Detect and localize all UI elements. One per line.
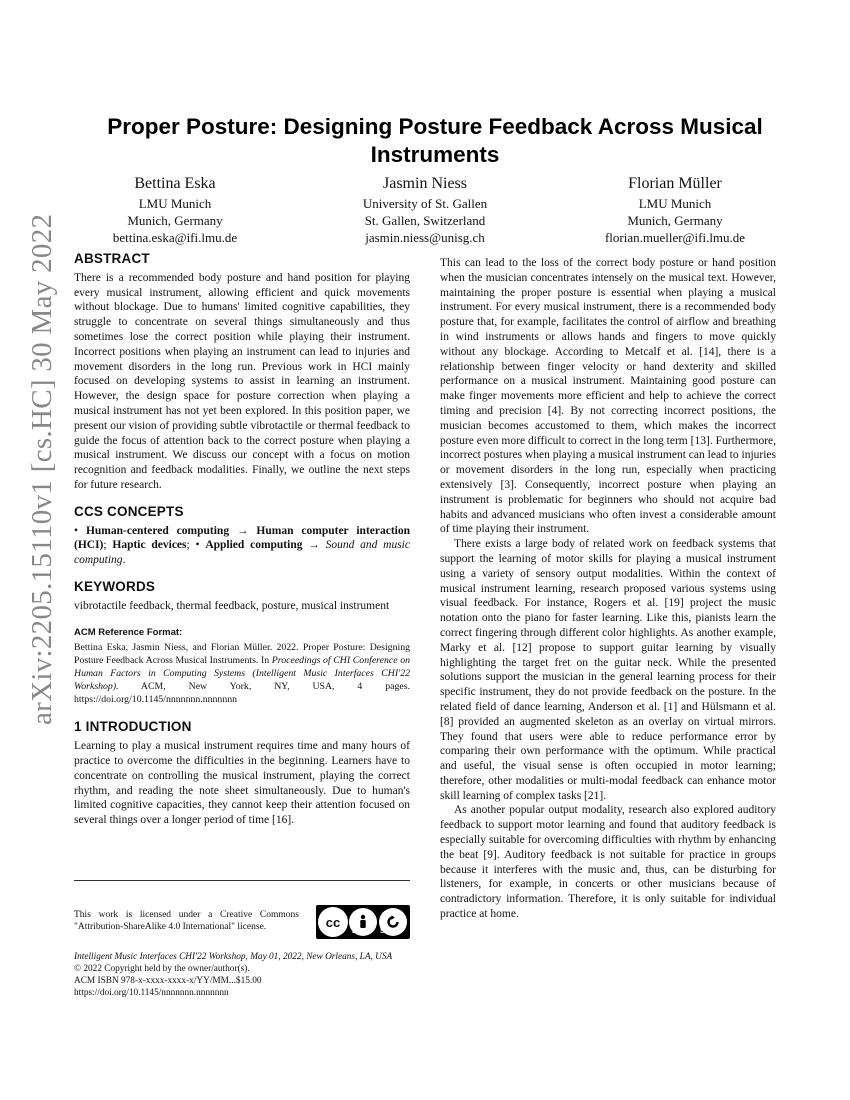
author-location: St. Gallen, Switzerland: [364, 213, 486, 228]
author-email[interactable]: florian.mueller@ifi.lmu.de: [604, 230, 746, 245]
author-3: [575, 174, 775, 246]
author-email[interactable]: jasmin.niess@unisg.ch: [365, 230, 485, 245]
license-text: This work is licensed under a Creative Commons "Attribution-ShareAlike 4.0 International" license.: [74, 910, 299, 932]
reference-part: ACM, New York, NY, USA, 4 pages. https://doi.org/10.1145/nnnnnnn.nnnnnnn: [74, 680, 410, 705]
doi-link[interactable]: https://doi.org/10.1145/nnnnnnn.nnnnnnn: [74, 988, 229, 998]
author-affiliation: LMU Munich: [138, 196, 212, 211]
footer-rule: [74, 880, 410, 881]
reference-heading: ACM Reference Format:: [74, 626, 183, 638]
paper-title: Proper Posture: Designing Posture Feedback Across Musical Instruments: [107, 114, 763, 167]
sa-label: SA: [380, 928, 390, 935]
ccs-concept: Human computer interaction (HCI): [74, 524, 411, 552]
author-affiliation: LMU Munich: [638, 196, 712, 211]
ccs-arrow: →: [237, 524, 249, 537]
author-location: Munich, Germany: [127, 213, 223, 228]
keywords-heading: KEYWORDS: [74, 578, 156, 594]
ccs-concept: Human-centered computing: [85, 524, 230, 537]
keywords-text: vibrotactile feedback, thermal feedback, posture, musical instrument: [74, 599, 390, 612]
left-column: [74, 252, 410, 828]
by-label: BY: [352, 928, 362, 935]
abstract-text: There is a recommended body posture and hand position for playing every musical instrument, allowing efficient and quick movements without blockage. Due to humans' limited cognitive capabilities, they struggle to concentrate on several things simultaneously and thus sometimes lose the correct position while playing their instrument. Incorrect positions when playing an instrument can lead to injuries and movement disorders in the long run. Previous work in HCI mainly focused on developing systems to assist in learning an instrument. However, the design space for posture correction when playing a musical instrument has not yet been explored. In this position paper, we present our vision of providing subtle vibrotactile or thermal feedback to guide the focus of attention back to the correct posture when playing a musical instrument. We discuss our concept with a focus on motion recognition and feedback modalities. Finally, we outline the next steps for future research.: [74, 271, 410, 491]
intro-heading: 1 INTRODUCTION: [74, 719, 192, 735]
abstract-heading: ABSTRACT: [74, 251, 150, 266]
author-block: [75, 174, 775, 246]
ccs-heading: CCS CONCEPTS: [74, 503, 184, 519]
author-name: Florian Müller: [628, 175, 722, 192]
reference-text: [74, 642, 410, 706]
ccs-concept: Sound and music computing: [74, 539, 410, 567]
body-paragraph: This can lead to the loss of the correct body posture or hand position when the musician concentrates intensely on the musical text. However, maintaining the proper posture is essential when playing a musical instrument. For every musical instrument, there is a recommended body posture that, for example, facilitates the control of airflow and breathing in wind instruments or allows hands and fingers to move quickly without any blockage. According to Metcalf et al. [14], there is a relationship between finger velocity or hand dexterity and skilled performance on a musical instrument. Maintaining good posture can make finger movements more efficient and help to achieve the correct timing and precision [4]. By not correcting incorrect positions, the musician becomes accustomed to them, which makes the incorrect posture even more difficult to correct in the long term [13]. Furthermore, incorrect postures when playing a musical instrument can lead to injuries or movement disorders in the long run, especially when practicing extensively [3]. Consequently, incorrect posture when playing an instrument is problematic for beginners who should not acquire bad habits and advanced musicians who often invest a considerable amount of time playing their instrument.: [440, 257, 776, 536]
arxiv-id: arXiv:2205.15110v1 [cs.HC] 30 May 2022: [26, 213, 58, 725]
cc-by-sa-badge[interactable]: [316, 905, 410, 939]
reference-venue: Proceedings of CHI Conference on Human Factors in Computing Systems (Intelligent Music Interfaces CHI'22 Workshop).: [74, 655, 410, 692]
body-paragraph: There exists a large body of related work on feedback systems that support the learning of motor skills for playing a musical instrument using a variety of sensory output modalities. Within the context of musical instrument learning, research proposed various systems using visual feedback. For instance, Rogers et al. [19] project the music notation onto the piano for faster learning. Like this, pianists learn the correct fingering through different color highlights. As another example, Marky et al. [12] propose to support guitar learning by visually highlighting the target fret on the guitar neck. While the presented solutions support the musician in the general learning process for their specific instrument, they do not provide feedback on the posture. In the related field of dance learning, Anderson et al. [1] and Hülsmann et al. [8] provided an augmented skeleton as an overlay on virtual mirrors. They found that users were able to reduce performance error by comparing their own performance with the optimum. While practical and useful, the visual sense is often occupied in motor learning; therefore, other modalities or multi-modal feedback can enhance motor skill learning of complex tasks [21].: [440, 538, 776, 802]
author-2: [325, 174, 525, 246]
cc-icon: [318, 907, 348, 937]
author-location: Munich, Germany: [627, 213, 723, 228]
author-name: Jasmin Niess: [383, 175, 467, 192]
reference-part: Bettina Eska, Jasmin Niess, and Florian Müller. 2022. Proper Posture: Designing Posture Feedback Across Musical Instruments. In: [74, 642, 410, 667]
footer-meta: [74, 951, 410, 999]
ccs-arrow: →: [308, 539, 320, 552]
author-email[interactable]: bettina.eska@ifi.lmu.de: [112, 230, 238, 245]
copyright-line: © 2022 Copyright held by the owner/author(s).: [74, 964, 250, 974]
footer-block: [74, 880, 410, 999]
isbn-line: ACM ISBN 978-x-xxxx-xxxx-x/YY/MM...$15.00: [74, 976, 262, 986]
author-affiliation: University of St. Gallen: [362, 196, 488, 211]
arxiv-stamp: [18, 213, 58, 725]
intro-paragraph: Learning to play a musical instrument requires time and many hours of practice to overcome the difficulties in the beginning. Learners have to concentrate on controlling the musical instrument, playing the correct rhythm, and reading the note sheet simultaneously. Due to human's limited cognitive capacities, they cannot keep their attention focused on several things over a longer period of time [16].: [74, 740, 410, 827]
ccs-text: • Human-centered computing → Human computer interaction (HCI); Haptic devices; • Applied computing → Sound and music computing.: [74, 524, 411, 567]
cc-label: cc: [325, 914, 341, 930]
ccs-concept: Applied computing: [205, 539, 303, 552]
author-1: [75, 174, 275, 246]
ccs-concept: Haptic devices: [112, 539, 187, 552]
right-column: [440, 256, 776, 922]
body-paragraph: As another popular output modality, research also explored auditory feedback to support motor learning and found that auditory feedback is especially suitable for overcoming difficulties with rhythm by enhancing the beat [9]. Auditory feedback is not suitable for practice in groups because it interferes with the music and, thus, can be disturbing for listeners, for example, in concerts or other musicians because of contradictory information. Therefore, it is only suitable for individual practice at home.: [440, 804, 776, 921]
workshop-line: Intelligent Music Interfaces CHI'22 Workshop, May 01, 2022, New Orleans, LA, USA: [74, 952, 393, 962]
author-name: Bettina Eska: [134, 175, 216, 192]
